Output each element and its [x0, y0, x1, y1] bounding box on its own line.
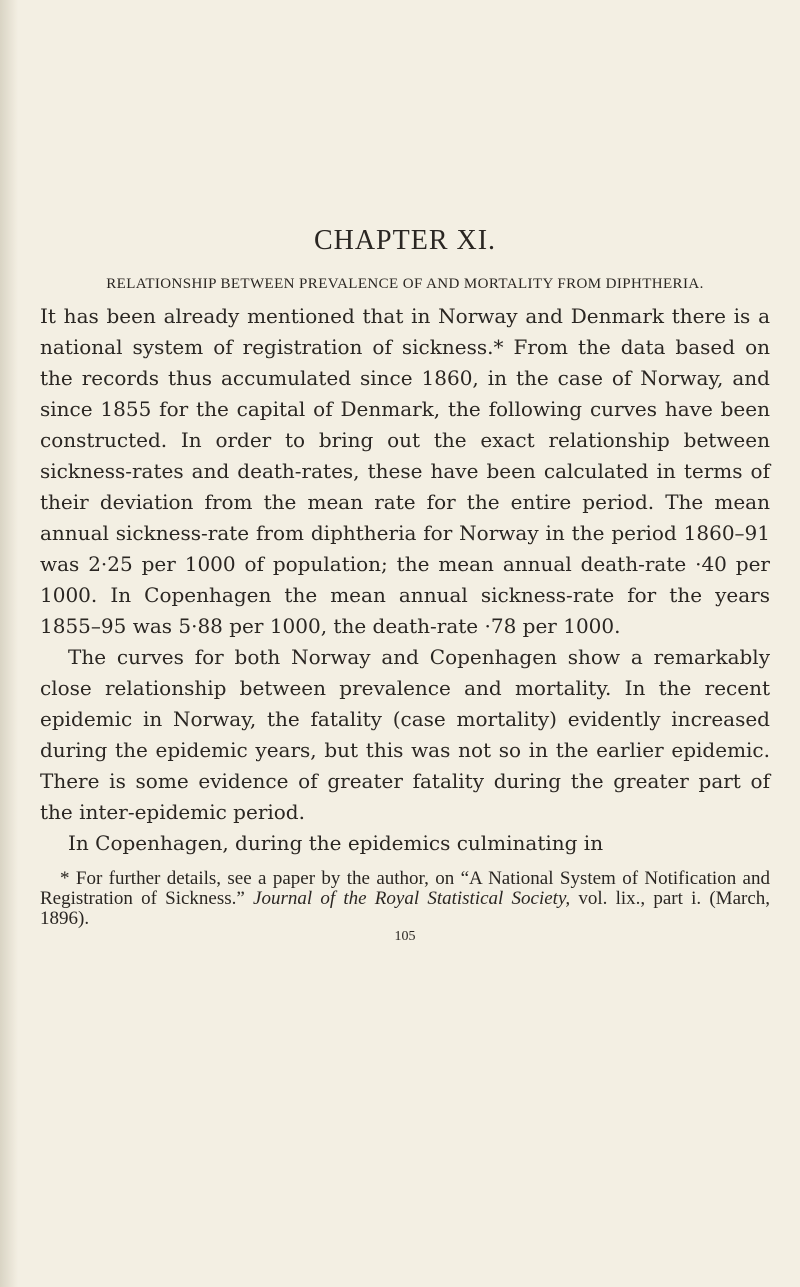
paragraph-2: The curves for both Norway and Copenhagen show a remarkably close relationship between prevalence and mortality. In the recent epidemic in Norway, the fatality (case mortality) evidently increased during the epidemic years, but this was not so in the earlier epidemic. There is some evidence of greater fatality during the greater part of the inter-epidemic period.	[40, 645, 770, 824]
paragraph-3: In Copenhagen, during the epidemics culminating in	[68, 831, 604, 855]
book-page	[40, 225, 770, 945]
chapter-heading: CHAPTER XI.	[313, 225, 497, 256]
chapter-subtitle: RELATIONSHIP BETWEEN PREVALENCE OF AND MORTALITY FROM DIPHTHERIA.	[106, 276, 704, 292]
footnote-citation: vol. lix., part i. (March, 1896).	[40, 888, 771, 929]
footnote-text: For further details, see a paper by the author, on “A National System of Notification and Registration of Sickness.”	[40, 868, 770, 909]
footnote-marker: *	[60, 868, 70, 889]
paragraph-1: It has been already mentioned that in Norway and Denmark there is a national system of registration of sickness.* From the data based on the records thus accumulated since 1860, in the case of Norway, and since 1855 for the capital of Denmark, the following curves have been constructed. In order to bring out the exact relationship between sickness-rates and death-rates, these have been calculated in terms of their deviation from the mean rate for the entire period. The mean annual sickness-rate from diphtheria for Norway in the period 1860–91 was 2·25 per 1000 of population; the mean annual death-rate ·40 per 1000. In Copenhagen the mean annual sickness-rate for the years 1855–95 was 5·88 per 1000, the death-rate ·78 per 1000.	[40, 304, 770, 638]
footnote-journal: Journal of the Royal Statistical Society,	[253, 888, 571, 909]
page-number: 105	[394, 929, 416, 944]
page-edge-shadow	[0, 0, 18, 1287]
footnote	[40, 869, 770, 929]
